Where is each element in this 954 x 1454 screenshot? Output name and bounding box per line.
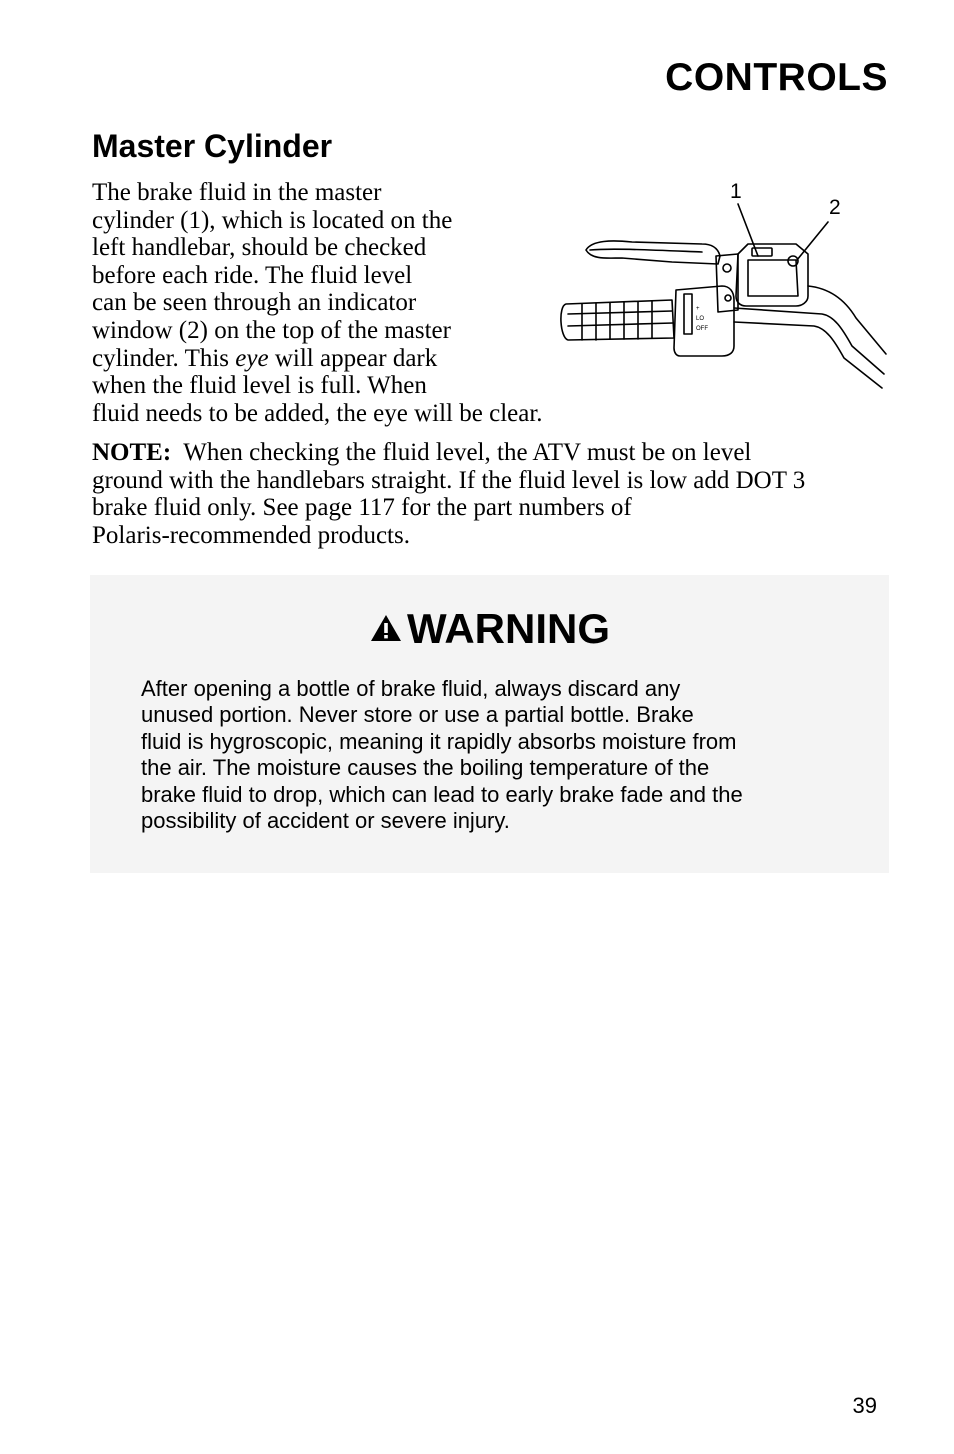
intro-paragraph	[92, 179, 612, 427]
emphasis-eye: eye	[235, 344, 269, 372]
master-cylinder-illustration	[552, 178, 888, 398]
paragraph-line	[92, 439, 902, 467]
callout-2: 2	[829, 196, 841, 219]
warning-line: fluid is hygroscopic, meaning it rapidly absorbs moisture from	[141, 728, 737, 754]
callout-1: 1	[730, 180, 742, 203]
paragraph-line	[92, 345, 612, 373]
warning-line: After opening a bottle of brake fluid, always discard any	[141, 676, 681, 701]
warning-line: possibility of accident or severe injury.	[141, 808, 510, 834]
warning-line: the air. The moisture causes the boiling temperature of the	[141, 755, 710, 781]
warning-line: brake fluid to drop, which can lead to early brake fade and the	[141, 781, 743, 807]
switch-label: OFF	[696, 326, 708, 332]
text-run: When checking the fluid level, the ATV must be on level	[171, 439, 752, 466]
note-paragraph	[92, 439, 902, 549]
switch-label: +	[696, 306, 700, 312]
text-run: will appear dark	[268, 344, 438, 372]
warning-title-text: WARNING	[407, 605, 610, 652]
paragraph-line: window (2) on the top of the master	[92, 316, 451, 344]
page-number: 39	[852, 1393, 877, 1418]
paragraph-line: when the fluid level is full. When	[92, 372, 427, 400]
paragraph-line: brake fluid only. See page 117 for the part numbers of	[92, 494, 632, 522]
page-title: Master Cylinder	[92, 128, 333, 164]
paragraph-line: Polaris-recommended products.	[92, 521, 410, 549]
paragraph-line: fluid needs to be added, the eye will be clear.	[92, 399, 543, 427]
paragraph-line: before each ride. The fluid level	[92, 261, 413, 289]
switch-label: LO	[696, 316, 705, 322]
handlebar-drawing	[552, 178, 888, 398]
warning-line: unused portion. Never store or use a partial bottle. Brake	[141, 702, 694, 728]
paragraph-line: cylinder (1), which is located on the	[92, 206, 453, 234]
paragraph-line: left handlebar, should be checked	[92, 234, 427, 262]
section-header: CONTROLS	[665, 56, 888, 99]
warning-box	[90, 575, 889, 873]
text-run: cylinder. This	[92, 344, 236, 372]
paragraph-line: ground with the handlebars straight. If the fluid level is low add DOT 3	[92, 466, 806, 494]
note-label: NOTE:	[92, 439, 172, 466]
paragraph-line: The brake fluid in the master	[92, 179, 382, 206]
warning-text	[141, 676, 841, 834]
warning-triangle-icon	[369, 605, 403, 653]
paragraph-line: can be seen through an indicator	[92, 289, 417, 317]
warning-title	[90, 605, 889, 656]
